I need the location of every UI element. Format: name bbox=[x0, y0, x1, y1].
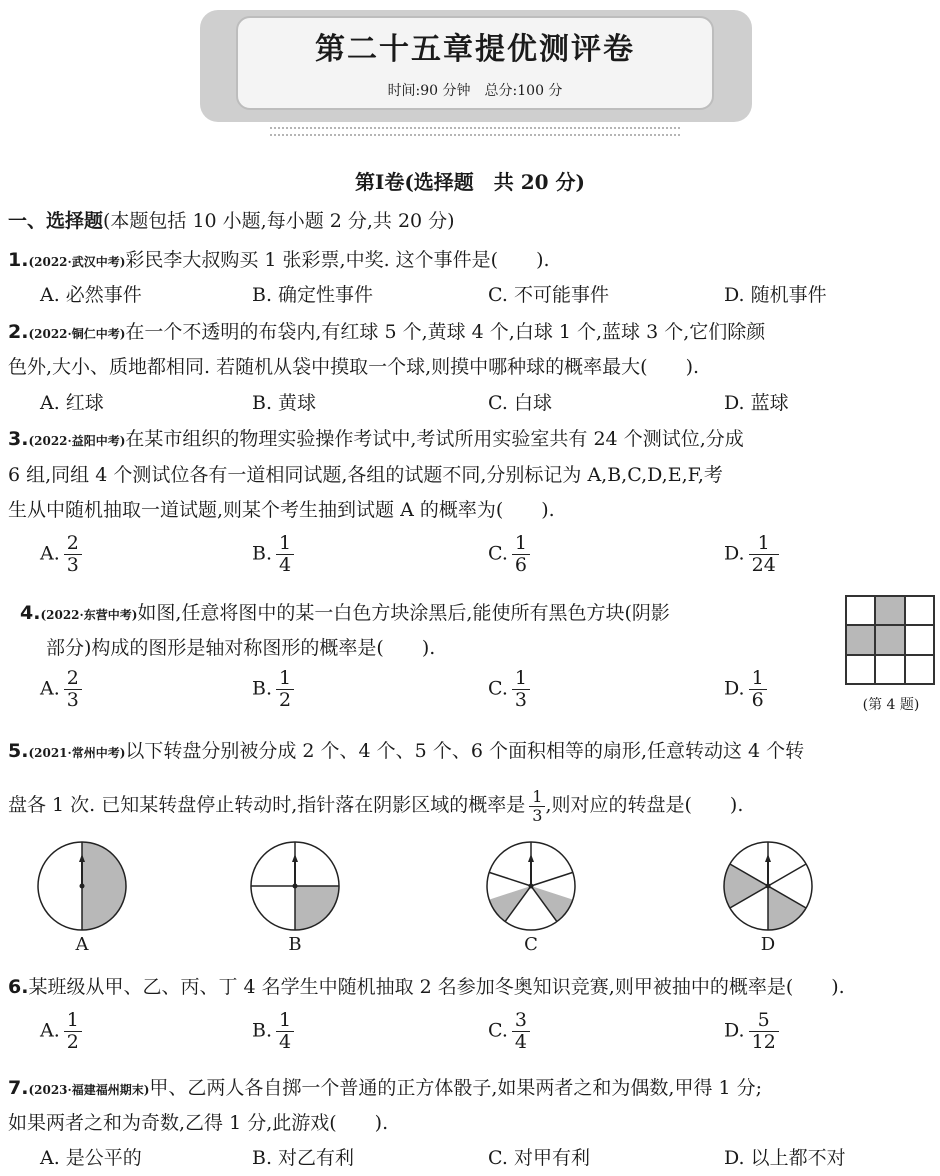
option-b[interactable]: B. 黄球 bbox=[252, 392, 317, 414]
option-b[interactable]: B. 确定性事件 bbox=[252, 284, 374, 306]
denominator: 12 bbox=[751, 1030, 776, 1053]
question-number: 6. bbox=[8, 976, 29, 998]
option-d[interactable]: D. 蓝球 bbox=[724, 392, 789, 414]
grid-cell-shaded bbox=[846, 625, 875, 654]
option-c[interactable]: C. 对甲有利 bbox=[488, 1147, 590, 1169]
question-4 bbox=[20, 598, 670, 625]
figure-caption: (第 4 题) bbox=[862, 697, 920, 713]
part-desc: (本题包括 10 小题,每小题 2 分,共 20 分) bbox=[103, 210, 455, 232]
question-source: (2022·东营中考) bbox=[40, 608, 138, 622]
denominator: 6 bbox=[514, 553, 527, 576]
question-text-line: 生从中随机抽取一道试题,则某个考生抽到试题 A 的概率为( ). bbox=[8, 499, 555, 521]
part-heading bbox=[8, 206, 455, 233]
option-a[interactable] bbox=[40, 533, 82, 576]
fraction bbox=[64, 668, 82, 711]
grid-cell-shaded bbox=[875, 625, 904, 654]
spinner-label-b: B bbox=[288, 934, 302, 955]
option-d[interactable] bbox=[724, 668, 767, 711]
denominator: 4 bbox=[279, 1030, 292, 1053]
option-label: A. bbox=[40, 677, 60, 700]
question-text: 以下转盘分别被分成 2 个、4 个、5 个、6 个面积相等的扇形,任意转动这 4 个转 bbox=[125, 740, 805, 762]
option-label: D. bbox=[724, 677, 745, 700]
spinner-label-d: D bbox=[760, 934, 776, 955]
grid-cell bbox=[905, 596, 934, 625]
denominator: 4 bbox=[279, 553, 292, 576]
question-text: 盘各 1 次. 已知某转盘停止转动时,指针落在阴影区域的概率是 bbox=[8, 794, 526, 817]
question-number: 3. bbox=[8, 428, 29, 450]
page-title: 第二十五章提优测评卷 bbox=[315, 32, 635, 67]
grid-cell-shaded bbox=[875, 596, 904, 625]
option-label: D. bbox=[724, 1019, 745, 1042]
grid-cell bbox=[846, 655, 875, 684]
denominator: 3 bbox=[66, 688, 79, 711]
question-number: 1. bbox=[8, 249, 29, 271]
question-text: 如图,任意将图中的某一白色方块涂黑后,能使所有黑色方块(阴影 bbox=[137, 602, 670, 624]
question-source: (2022·益阳中考) bbox=[28, 434, 126, 448]
section-title: 第Ⅰ卷(选择题 共 20 分) bbox=[354, 170, 586, 194]
question-text-line bbox=[8, 788, 743, 824]
option-d[interactable]: D. 随机事件 bbox=[724, 284, 827, 306]
question-text-line: 如果两者之和为奇数,乙得 1 分,此游戏( ). bbox=[8, 1112, 389, 1134]
denominator: 3 bbox=[532, 805, 543, 825]
numerator: 1 bbox=[749, 533, 779, 555]
option-c[interactable]: C. 白球 bbox=[488, 392, 552, 414]
grid-cell bbox=[846, 596, 875, 625]
question-text: 彩民李大叔购买 1 张彩票,中奖. 这个事件是( ). bbox=[125, 249, 550, 271]
option-c[interactable] bbox=[488, 668, 530, 711]
question-text-line: 部分)构成的图形是轴对称图形的概率是( ). bbox=[46, 637, 436, 659]
spinner-label-c: C bbox=[524, 934, 538, 955]
option-c[interactable] bbox=[488, 1010, 530, 1053]
question-6 bbox=[8, 972, 845, 999]
question-number: 2. bbox=[8, 321, 29, 343]
fraction bbox=[512, 1010, 530, 1053]
option-b[interactable]: B. 对乙有利 bbox=[252, 1147, 355, 1169]
numerator: 1 bbox=[64, 1010, 82, 1032]
divider bbox=[270, 134, 680, 136]
question-text: 在某市组织的物理实验操作考试中,考试所用实验室共有 24 个测试位,分成 bbox=[125, 428, 744, 450]
question-source: (2021·常州中考) bbox=[28, 746, 126, 760]
option-label: C. bbox=[488, 542, 508, 565]
numerator: 5 bbox=[749, 1010, 779, 1032]
option-b[interactable] bbox=[252, 668, 294, 711]
question-number: 7. bbox=[8, 1077, 29, 1099]
part-head: 一、选择题 bbox=[8, 210, 104, 232]
numerator: 1 bbox=[276, 668, 294, 690]
question-text: 在一个不透明的布袋内,有红球 5 个,黄球 4 个,白球 1 个,蓝球 3 个,它们除颜 bbox=[125, 321, 766, 343]
fraction bbox=[749, 668, 767, 711]
numerator: 1 bbox=[529, 788, 545, 807]
divider bbox=[270, 127, 680, 129]
fraction bbox=[512, 533, 530, 576]
option-d[interactable] bbox=[724, 533, 779, 576]
fraction bbox=[749, 1010, 779, 1053]
option-a[interactable] bbox=[40, 1010, 82, 1053]
numerator: 3 bbox=[512, 1010, 530, 1032]
option-label: A. bbox=[40, 1019, 60, 1042]
fraction bbox=[276, 533, 294, 576]
denominator: 6 bbox=[751, 688, 764, 711]
question-text: ,则对应的转盘是( ). bbox=[545, 794, 744, 817]
option-label: B. bbox=[252, 542, 273, 565]
numerator: 2 bbox=[64, 668, 82, 690]
numerator: 1 bbox=[512, 668, 530, 690]
spinner-b[interactable] bbox=[251, 842, 339, 930]
option-label: C. bbox=[488, 677, 508, 700]
question-number: 5. bbox=[8, 740, 29, 762]
option-c[interactable] bbox=[488, 533, 530, 576]
exam-info: 时间:90 分钟 总分:100 分 bbox=[387, 83, 563, 99]
question-5 bbox=[8, 736, 804, 763]
option-label: B. bbox=[252, 1019, 273, 1042]
fraction bbox=[529, 788, 545, 824]
question-text-line: 色外,大小、质地都相同. 若随机从袋中摸取一个球,则摸中哪种球的概率最大( ). bbox=[8, 356, 700, 378]
question-text: 某班级从甲、乙、丙、丁 4 名学生中随机抽取 2 名参加冬奥知识竞赛,则甲被抽中的概率是( ). bbox=[28, 976, 845, 998]
fraction bbox=[276, 1010, 294, 1053]
option-a[interactable]: A. 红球 bbox=[40, 392, 104, 414]
grid-cell bbox=[905, 655, 934, 684]
option-label: B. bbox=[252, 677, 273, 700]
option-a[interactable]: A. 必然事件 bbox=[40, 284, 142, 306]
question-source: (2022·铜仁中考) bbox=[28, 327, 126, 341]
fraction bbox=[276, 668, 294, 711]
denominator: 3 bbox=[66, 553, 79, 576]
question-2 bbox=[8, 317, 765, 344]
spinner-figures bbox=[0, 832, 940, 962]
spinner-label-a: A bbox=[75, 934, 89, 955]
option-b[interactable] bbox=[252, 1010, 294, 1053]
option-c[interactable]: C. 不可能事件 bbox=[488, 284, 609, 306]
option-d[interactable]: D. 以上都不对 bbox=[724, 1147, 846, 1169]
denominator: 3 bbox=[514, 688, 527, 711]
grid-figure bbox=[845, 595, 935, 685]
question-text-line: 6 组,同组 4 个测试位各有一道相同试题,各组的试题不同,分别标记为 A,B,C,D,E,F,考 bbox=[8, 464, 723, 486]
question-source: (2023·福建福州期末) bbox=[28, 1083, 150, 1097]
question-source: (2022·武汉中考) bbox=[28, 255, 126, 269]
fraction bbox=[64, 1010, 82, 1053]
fraction bbox=[64, 533, 82, 576]
option-label: C. bbox=[488, 1019, 508, 1042]
numerator: 1 bbox=[276, 533, 294, 555]
question-number: 4. bbox=[20, 602, 41, 624]
grid-cell bbox=[875, 655, 904, 684]
question-1 bbox=[8, 245, 550, 272]
option-a[interactable] bbox=[40, 668, 82, 711]
denominator: 2 bbox=[279, 688, 292, 711]
option-b[interactable] bbox=[252, 533, 294, 576]
numerator: 1 bbox=[512, 533, 530, 555]
spinner-c[interactable] bbox=[487, 842, 575, 930]
question-7 bbox=[8, 1073, 762, 1100]
grid-cell bbox=[905, 625, 934, 654]
numerator: 1 bbox=[749, 668, 767, 690]
option-label: A. bbox=[40, 542, 60, 565]
denominator: 4 bbox=[514, 1030, 527, 1053]
numerator: 2 bbox=[64, 533, 82, 555]
fraction bbox=[749, 533, 779, 576]
denominator: 2 bbox=[66, 1030, 79, 1053]
question-text: 甲、乙两人各自掷一个普通的正方体骰子,如果两者之和为偶数,甲得 1 分; bbox=[149, 1077, 763, 1099]
spinner-d[interactable] bbox=[724, 842, 812, 930]
question-3 bbox=[8, 424, 744, 451]
numerator: 1 bbox=[276, 1010, 294, 1032]
option-label: D. bbox=[724, 542, 745, 565]
spinner-a[interactable] bbox=[38, 842, 126, 930]
option-a[interactable]: A. 是公平的 bbox=[40, 1147, 142, 1169]
denominator: 24 bbox=[751, 553, 776, 576]
fraction bbox=[512, 668, 530, 711]
option-d[interactable] bbox=[724, 1010, 779, 1053]
